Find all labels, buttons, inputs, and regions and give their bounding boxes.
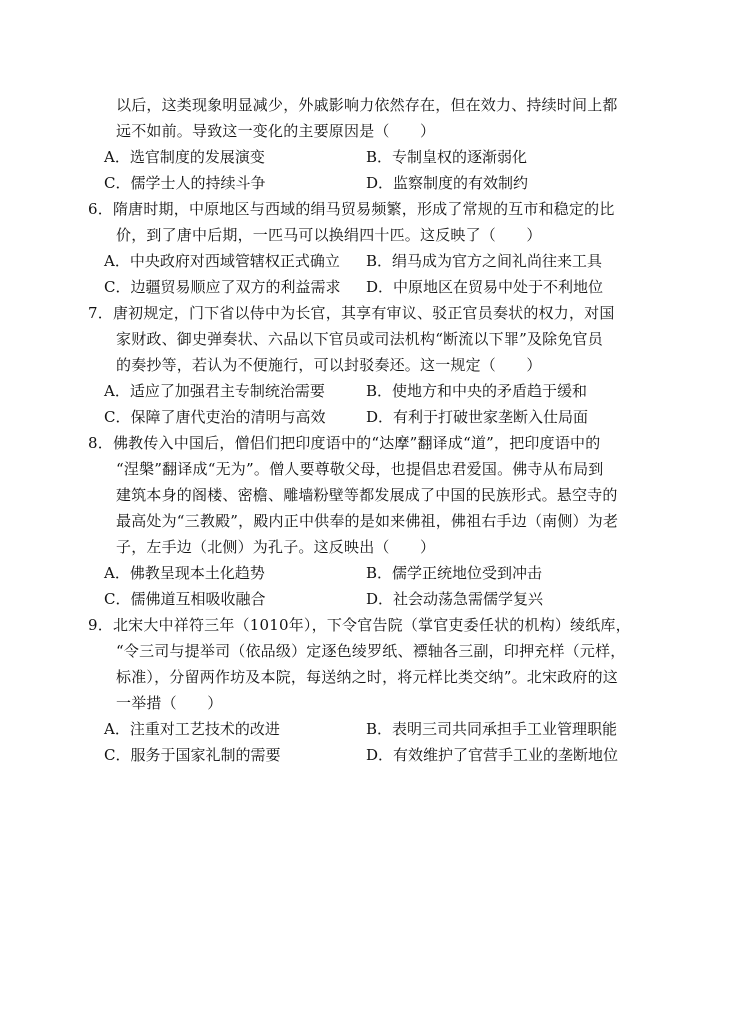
question-6-option-a[interactable]: A．中央政府对西域管辖权正式确立 [104,252,340,270]
question-9-stem-line: “令三司与提举司（依品级）定逐色绫罗纸、褾轴各三副，印押充样（元样， [116,642,626,660]
question-5 [88,92,668,196]
question-8-options [88,560,668,612]
question-5-option-b[interactable]: B．专制皇权的逐渐弱化 [366,148,528,166]
question-6-option-c[interactable]: C．边疆贸易顺应了双方的利益需求 [104,278,341,296]
question-9-option-a[interactable]: A．注重对工艺技术的改进 [104,720,280,738]
question-9-stem-line: 标准），分留两作坊及本院，每送纳之时，将元样比类交纳”。北宋政府的这 [116,668,618,686]
question-9-option-d[interactable]: D．有效维护了官营手工业的垄断地位 [366,746,619,764]
question-5-options [88,144,668,196]
question-6-option-d[interactable]: D．中原地区在贸易中处于不利地位 [366,278,604,296]
question-8-stem-line: “涅槃”翻译成“无为”。僧人要尊敬父母，也提倡忠君爱国。佛寺从布局到 [116,460,604,478]
question-8-option-b[interactable]: B．儒学正统地位受到冲击 [366,564,543,582]
question-6-stem-line: 价，到了唐中后期，一匹马可以换绢四十匹。这反映了（ ） [116,226,542,244]
question-8 [88,430,668,612]
question-8-stem-line: 子，左手边（北侧）为孔子。这反映出（ ） [116,538,436,556]
question-7-stem-line: 7．唐初规定，门下省以侍中为长官，其享有审议、驳正官员奏状的权力，对国 [88,304,615,322]
question-8-option-d[interactable]: D．社会动荡急需儒学复兴 [366,590,544,608]
question-7 [88,300,668,430]
question-7-option-d[interactable]: D．有利于打破世家垄断入仕局面 [366,408,589,426]
question-6 [88,196,668,300]
question-8-option-a[interactable]: A．佛教呈现本土化趋势 [104,564,265,582]
question-7-stem-line: 的奏抄等，若认为不便施行，可以封驳奏还。这一规定（ ） [116,356,542,374]
question-8-option-c[interactable]: C．儒佛道互相吸收融合 [104,590,266,608]
question-7-option-c[interactable]: C．保障了唐代吏治的清明与高效 [104,408,326,426]
question-7-options [88,378,668,430]
question-6-stem-line: 6．隋唐时期，中原地区与西域的绢马贸易频繁，形成了常规的互市和稳定的比 [88,200,615,218]
question-6-options [88,248,668,300]
question-7-option-b[interactable]: B．使地方和中央的矛盾趋于缓和 [366,382,588,400]
question-list [88,92,668,768]
question-5-stem-line: 远不如前。导致这一变化的主要原因是（ ） [116,122,436,140]
question-5-option-d[interactable]: D．监察制度的有效制约 [366,174,529,192]
question-9-stem-line: 9．北宋大中祥符三年（1010年），下令官告院（掌官吏委任状的机构）绫纸库， [88,616,631,634]
question-9-options [88,716,668,768]
question-7-stem-line: 家财政、御史弹奏状、六品以下官员或司法机构“断流以下罪”及除免官员 [116,330,603,348]
question-9-option-c[interactable]: C．服务于国家礼制的需要 [104,746,281,764]
question-8-stem-line: 建筑本身的阁楼、密檐、雕墙粉壁等都发展成了中国的民族形式。悬空寺的 [116,486,618,504]
question-5-stem-line: 以后，这类现象明显减少，外戚影响力依然存在，但在效力、持续时间上都 [116,96,618,114]
question-8-stem-line: 8．佛教传入中国后，僧侣们把印度语中的“达摩”翻译成“道”，把印度语中的 [88,434,601,452]
question-7-option-a[interactable]: A．适应了加强君主专制统治需要 [104,382,325,400]
question-9 [88,612,668,768]
question-8-stem-line: 最高处为“三教殿”，殿内正中供奉的是如来佛祖，佛祖右手边（南侧）为老 [116,512,619,530]
question-6-option-b[interactable]: B．绢马成为官方之间礼尚往来工具 [366,252,603,270]
question-5-option-c[interactable]: C．儒学士人的持续斗争 [104,174,266,192]
question-5-option-a[interactable]: A．选官制度的发展演变 [104,148,265,166]
question-9-option-b[interactable]: B．表明三司共同承担手工业管理职能 [366,720,618,738]
question-9-stem-line: 一举措（ ） [116,694,223,712]
